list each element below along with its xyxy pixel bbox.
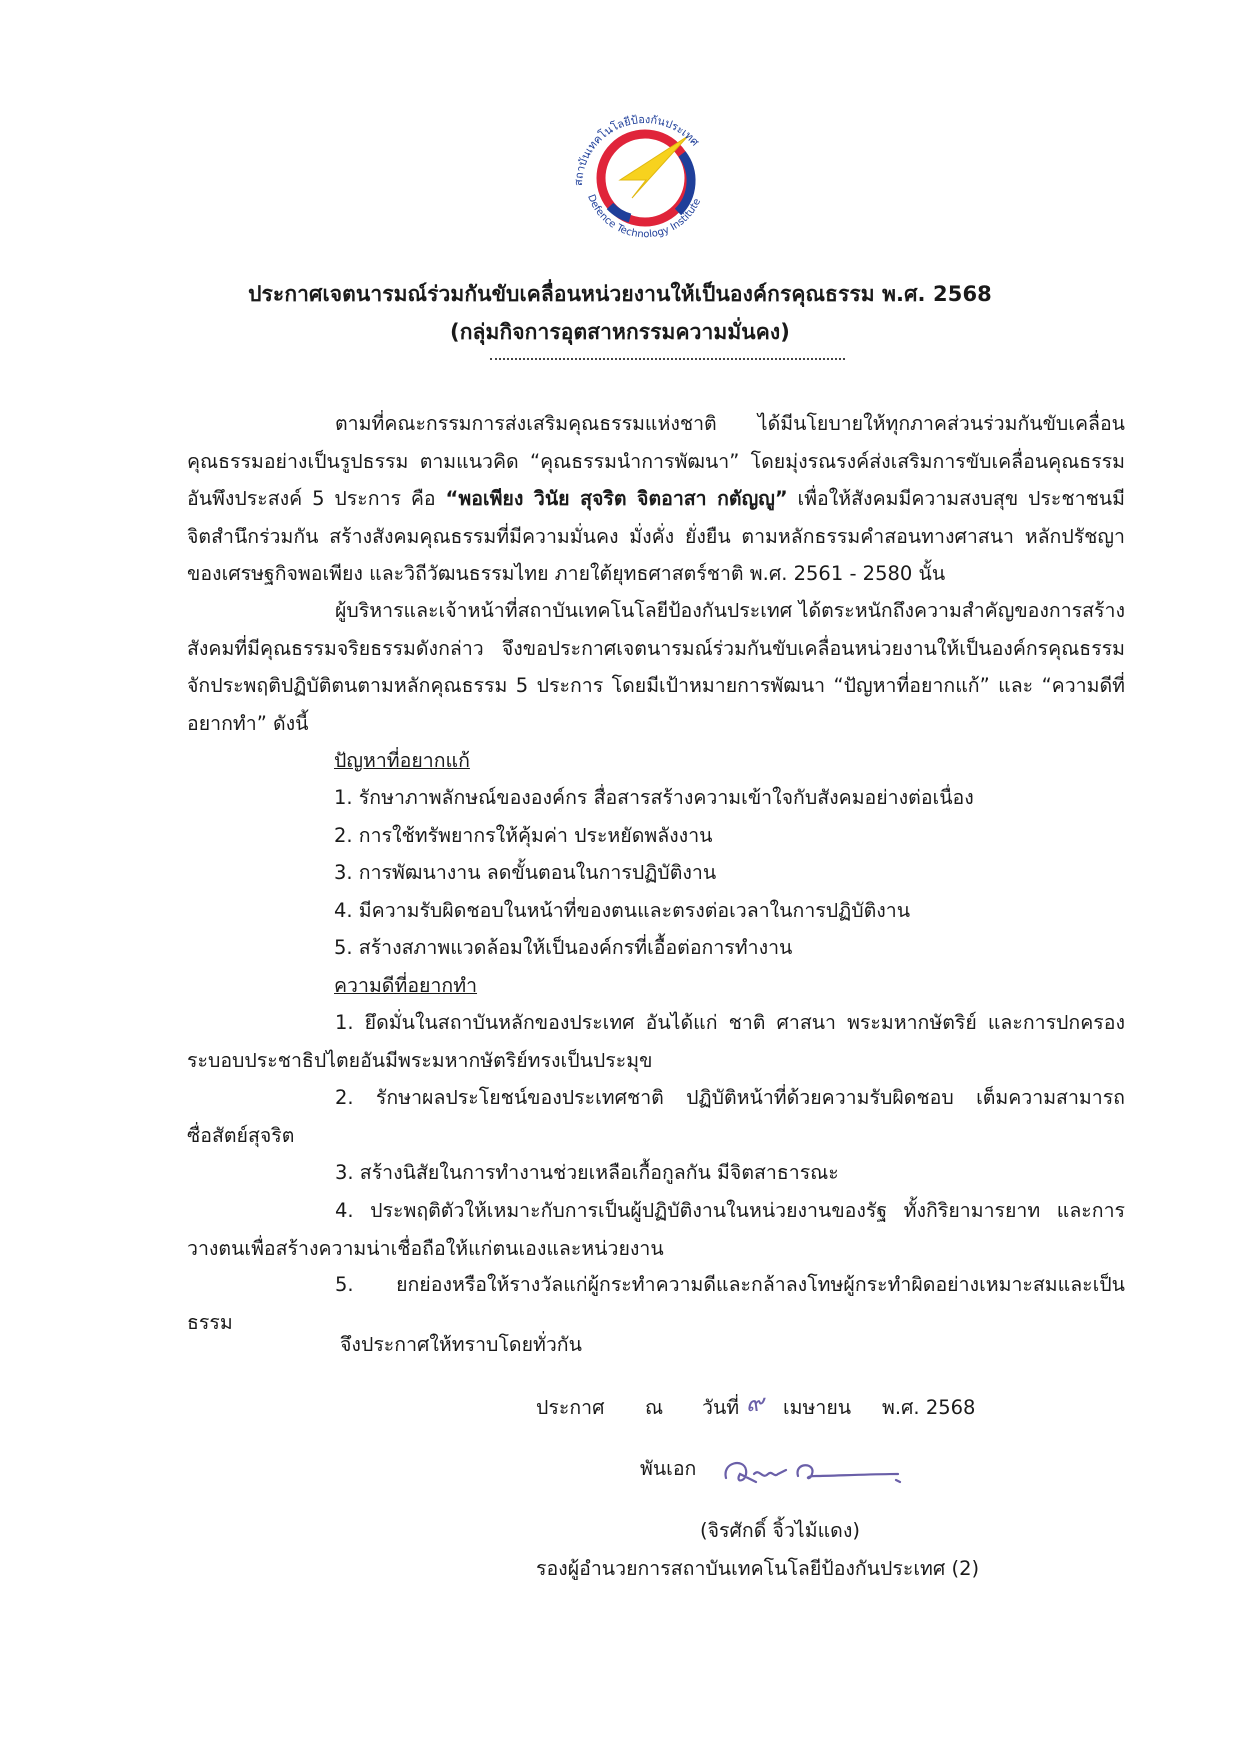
goods-heading: ความดีที่อยากทำ xyxy=(334,974,478,997)
intro-paragraph-1 xyxy=(187,405,1125,593)
date-month: เมษายน xyxy=(783,1396,852,1419)
problems-heading: ปัญหาที่อยากแก้ xyxy=(334,749,470,772)
problem-item: 2. การใช้ทรัพยากรให้คุ้มค่า ประหยัดพลังงาน xyxy=(334,824,713,847)
good-item: 5. ยกย่องหรือให้รางวัลแก่ผู้กระทำความดีและกล้าลงโทษผู้กระทำผิดอย่างเหมาะสมและเป็นธรรม xyxy=(187,1273,1125,1334)
closing-statement: จึงประกาศให้ทราบโดยทั่วกัน xyxy=(340,1333,582,1356)
document-subtitle: (กลุ่มกิจการอุตสาหกรรมความมั่นคง) xyxy=(450,320,790,344)
document-title: ประกาศเจตนารมณ์ร่วมกันขับเคลื่อนหน่วยงานให้เป็นองค์กรคุณธรรม พ.ศ. 2568 xyxy=(248,282,992,306)
signatory-rank: พันเอก xyxy=(640,1457,697,1480)
title-divider xyxy=(490,358,845,360)
problem-item: 1. รักษาภาพลักษณ์ขององค์กร สื่อสารสร้างความเข้าใจกับสังคมอย่างต่อเนื่อง xyxy=(334,786,974,809)
date-day-handwritten: ๙ xyxy=(746,1389,764,1417)
svg-text:สถาบันเทคโนโลยีป้องกันประเทศ: สถาบันเทคโนโลยีป้องกันประเทศ xyxy=(571,112,702,187)
svg-text:Defence Technology Institute: Defence Technology Institute xyxy=(585,193,704,241)
date-year: พ.ศ. 2568 xyxy=(882,1396,976,1419)
good-item: 1. ยึดมั่นในสถาบันหลักของประเทศ อันได้แก่ ชาติ ศาสนา พระมหากษัตริย์ และการปกครองระบอบประชาธิปไตยอันมีพระมหากษัตริย์ทรงเป็นประมุข xyxy=(187,1011,1125,1072)
intro-text-continued: เพื่อให้สังคมมีความสงบสุข ประชาชนมีจิตสำนึกร่วมกัน สร้างสังคมคุณธรรมที่มีความมั่นคง มั่งคั่ง ยั่งยืน ตามหลักธรรมคำสอนทางศาสนา หลักปรัชญาของเศรษฐกิจพอเพียง และวิถีวัฒนธรรมไทย ภายใต้ยุทธศาสตร์ชาติ พ.ศ. 2561 - 2580 นั้น xyxy=(187,487,1125,585)
intro-paragraph-2: ผู้บริหารและเจ้าหน้าที่สถาบันเทคโนโลยีป้องกันประเทศ ได้ตระหนักถึงความสำคัญของการสร้างสังคมที่มีคุณธรรมจริยธรรมดังกล่าว จึงขอประกาศเจตนารมณ์ร่วมกันขับเคลื่อนหน่วยงานให้เป็นองค์กรคุณธรรม จักประพฤติปฏิบัติตนตามหลักคุณธรรม 5 ประการ โดยมีเป้าหมายการพัฒนา “ปัญหาที่อยากแก้” และ “ความดีที่อยากทำ” ดังนี้ xyxy=(187,599,1125,735)
good-item: 3. สร้างนิสัยในการทำงานช่วยเหลือเกื้อกูลกัน มีจิตสาธารณะ xyxy=(335,1161,839,1184)
problem-item: 5. สร้างสภาพแวดล้อมให้เป็นองค์กรที่เอื้อต่อการทำงาน xyxy=(334,936,793,959)
virtues-bold: “พอเพียง วินัย สุจริต จิตอาสา กตัญญู” xyxy=(445,487,788,510)
signatory-position: รองผู้อำนวยการสถาบันเทคโนโลยีป้องกันประเทศ (2) xyxy=(536,1557,980,1580)
date-day-label: วันที่ xyxy=(702,1396,740,1419)
handwritten-signature xyxy=(720,1452,920,1492)
problem-item: 3. การพัฒนางาน ลดขั้นตอนในการปฏิบัติงาน xyxy=(334,861,717,884)
problem-item: 4. มีความรับผิดชอบในหน้าที่ของตนและตรงต่อเวลาในการปฏิบัติงาน xyxy=(334,899,911,922)
signatory-name: (จิรศักดิ์ จิ้วไม้แดง) xyxy=(700,1519,860,1542)
date-label: ประกาศ xyxy=(536,1396,605,1419)
good-item: 4. ประพฤติตัวให้เหมาะกับการเป็นผู้ปฏิบัติงานในหน่วยงานของรัฐ ทั้งกิริยามารยาท และการวางตนเพื่อสร้างความน่าเชื่อถือให้แก่ตนเองและหน่วยงาน xyxy=(187,1199,1125,1260)
date-at: ณ xyxy=(645,1396,664,1419)
institute-logo xyxy=(560,88,730,258)
good-item: 2. รักษาผลประโยชน์ของประเทศชาติ ปฏิบัติหน้าที่ด้วยความรับผิดชอบ เต็มความสามารถ ซื่อสัตย์สุจริต xyxy=(187,1086,1125,1147)
intro-text: ตามที่คณะกรรมการส่งเสริมคุณธรรมแห่งชาติ ได้มีนโยบายให้ทุกภาคส่วนร่วมกันขับเคลื่อนคุณธรรมอย่างเป็นรูปธรรม ตามแนวคิด “คุณธรรมนำการพัฒนา” โดยมุ่งรณรงค์ส่งเสริมการขับเคลื่อนคุณธรรมอันพึงประสงค์ 5 ประการ คือ xyxy=(187,412,1125,510)
